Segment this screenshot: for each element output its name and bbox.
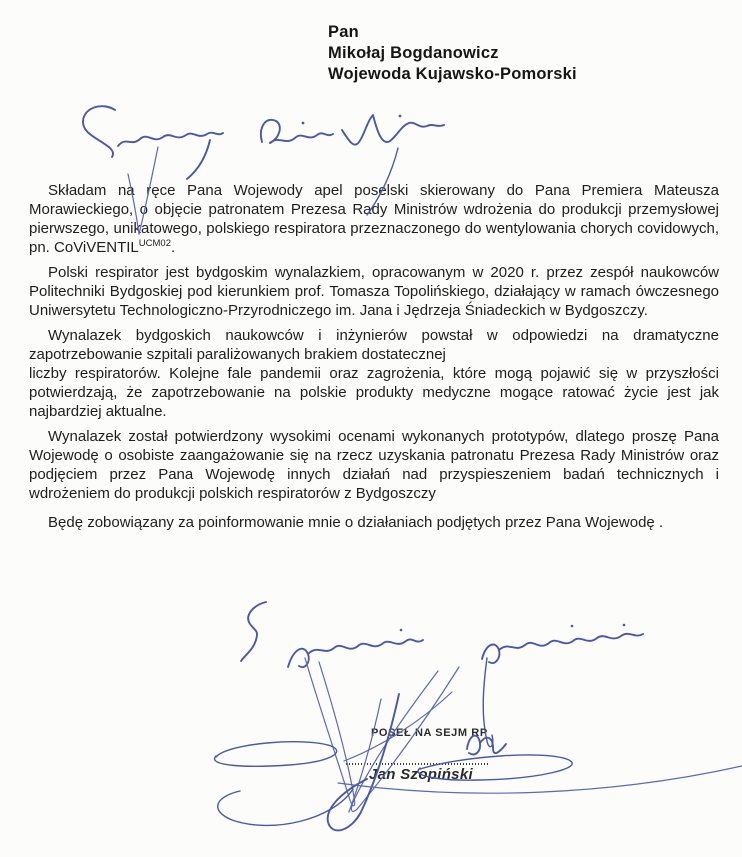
i-dot bbox=[302, 122, 305, 125]
paragraph-3-text-a: Wynalazek bydgoskich naukowców i inżynierów powstał w odpowiedzi na dramatyczne zapotrzebowanie szpitali paraliżowanych brakiem dostatecznej bbox=[29, 327, 719, 363]
paragraph-3 bbox=[29, 326, 719, 421]
signer-name: Jan Szopiński bbox=[369, 766, 473, 783]
j-dot bbox=[399, 115, 402, 118]
paragraph-1-period: . bbox=[170, 239, 176, 256]
recipient-salutation: Pan bbox=[328, 23, 359, 41]
recipient-block bbox=[328, 22, 577, 85]
paragraph-2 bbox=[29, 263, 719, 320]
i-dot bbox=[400, 629, 403, 632]
signature-scrawl bbox=[214, 692, 742, 830]
paragraph-2-text: Polski respirator jest bydgoskim wynalazkiem, opracowanym w 2020 r. przez zespół naukowców Politechniki Bydgoskiej pod kierunkiem prof. Tomasza Topolińskiego, działający w ramach ówczesnego Uniwersytetu Technologiczno-Przyrodniczego im. Jana i Jędrzeja Śniadeckich w Bydgoszczy. bbox=[29, 264, 719, 319]
signature-dotted-line bbox=[346, 763, 488, 765]
paragraph-4 bbox=[29, 427, 719, 503]
paragraph-5 bbox=[29, 511, 719, 535]
recipient-title: Wojewoda Kujawsko-Pomorski bbox=[328, 65, 577, 83]
paragraph-4-text: Wynalazek został potwierdzony wysokimi ocenami wykonanych prototypów, dlatego proszę Pana Wojewodę o osobiste zaangażowanie się na rzecz uzyskania patronatu Prezesa Rady Ministrów oraz podjęciem przez Pana Wojewodę innych działań nad przyspieszeniem badań technicznych i wdrożeniem do produkcji polskich respiratorów z Bydgoszczy bbox=[29, 428, 719, 502]
i-dot bbox=[623, 624, 626, 627]
paragraph-1-superscript: UCM02 bbox=[138, 238, 171, 249]
z-dot bbox=[571, 625, 574, 628]
paragraph-1-text: Składam na ręce Pana Wojewody apel poselski skierowany do Pana Premiera Mateusza Morawieckiego, o objęcie patronatem Prezesa Rady Ministrów wdrożenia do produkcji przemysłowej pierwszego, unikatowego, polskiego respiratora przeznaczonego do wentylowania chorych covidowych, pn. CoViVENTIL bbox=[29, 182, 719, 256]
handwritten-closing-text bbox=[0, 0, 1, 1]
recipient-name: Mikołaj Bogdanowicz bbox=[328, 44, 499, 62]
handwritten-greeting-text bbox=[0, 0, 1, 1]
paragraph-5-text: Będę zobowiązany za poinformowanie mnie o działaniach podjętych przez Pana Wojewodę . bbox=[48, 514, 664, 531]
letter-body bbox=[29, 177, 719, 535]
paragraph-1 bbox=[29, 181, 719, 257]
signer-title: POSEŁ NA SEJM RP bbox=[371, 727, 488, 739]
paragraph-3-text-b: liczby respiratorów. Kolejne fale pandemii oraz zagrożenia, które mogą pojawić się w przyszłości potwierdzają, że zapotrzebowanie na polskie produkty medyczne mogące ratować życie jest jak najbardziej aktualne. bbox=[29, 365, 719, 420]
